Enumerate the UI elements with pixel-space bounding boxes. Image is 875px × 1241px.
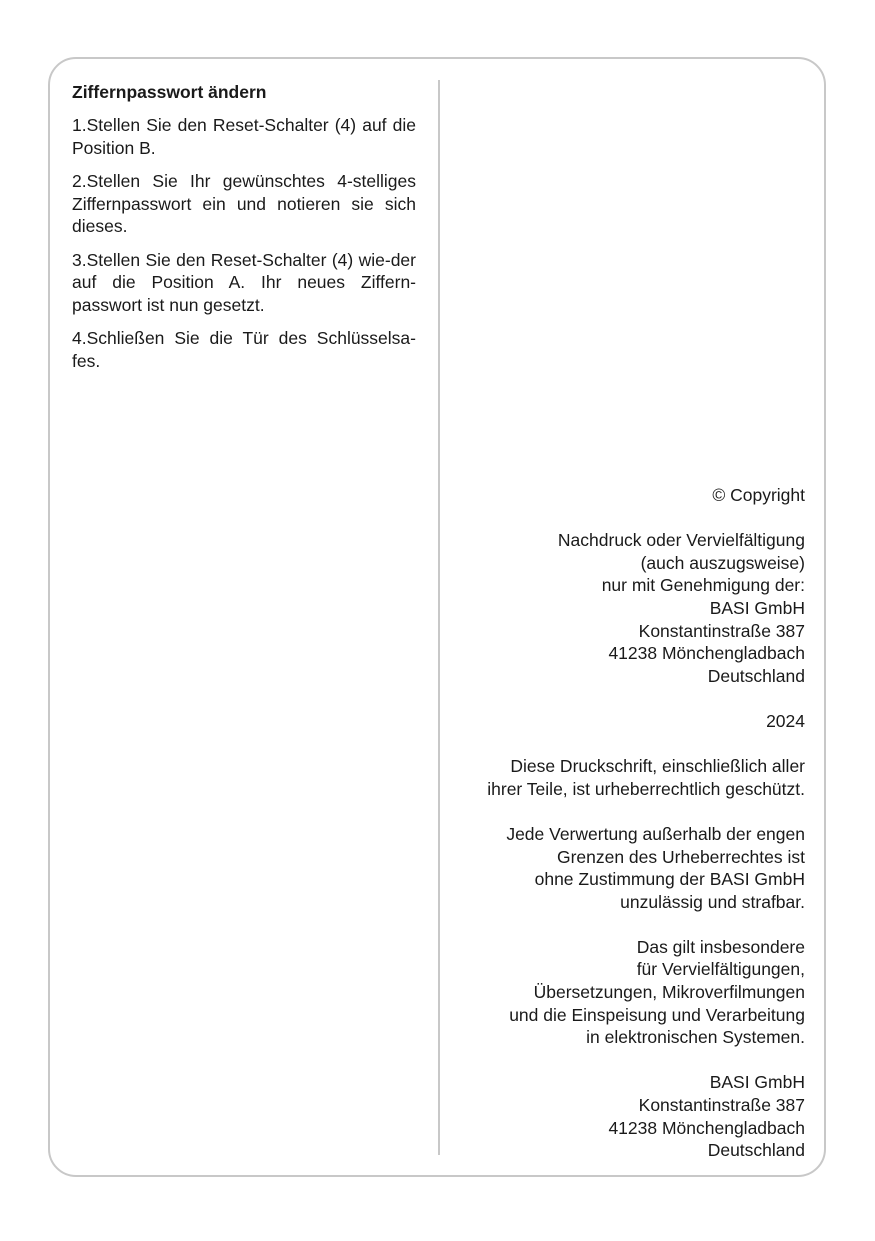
address-street: Konstantinstraße 387 (638, 1095, 805, 1116)
reprint-city: 41238 Mönchengladbach (608, 643, 805, 664)
applies-line: Übersetzungen, Mikroverfilmungen (533, 982, 805, 1003)
applies-line: und die Einspeisung und Verarbeitung (509, 1004, 805, 1025)
address-block (425, 1071, 805, 1161)
protection-line: Diese Druckschrift, einschließlich aller (510, 756, 805, 777)
protection-notice (425, 755, 805, 800)
step-1: 1.Stellen Sie den Reset-Schalter (4) auf die Position B. (72, 115, 416, 158)
reprint-notice (425, 529, 805, 687)
copyright-column (425, 484, 805, 1162)
address-city: 41238 Mönchengladbach (608, 1117, 805, 1138)
reprint-street: Konstantinstraße 387 (638, 620, 805, 641)
usage-line: unzulässig und strafbar. (620, 891, 805, 912)
section-title: Ziffernpasswort ändern (72, 82, 267, 102)
applies-notice (425, 936, 805, 1049)
copyright-heading-block (425, 484, 805, 507)
usage-line: Grenzen des Urheberrechtes ist (556, 846, 805, 867)
protection-line: ihrer Teile, ist urheberrechtlich geschützt. (487, 778, 805, 799)
applies-line: für Vervielfältigungen, (636, 959, 805, 980)
step-3: 3.Stellen Sie den Reset-Schalter (4) wie-der auf die Position A. Ihr neues Ziffern-passwort ist nun gesetzt. (72, 249, 416, 315)
reprint-company: BASI GmbH (709, 597, 805, 618)
address-country: Deutschland (707, 1140, 805, 1161)
usage-notice (425, 823, 805, 913)
usage-line: ohne Zustimmung der BASI GmbH (534, 869, 805, 890)
applies-line: Das gilt insbesondere (636, 936, 805, 957)
reprint-line: (auch auszugsweise) (640, 552, 805, 573)
usage-line: Jede Verwertung außerhalb der engen (506, 823, 805, 844)
applies-line: in elektronischen Systemen. (586, 1027, 805, 1048)
step-2: 2.Stellen Sie Ihr gewünschtes 4-stelliges Ziffernpasswort ein und notieren sie sich dieses. (72, 171, 416, 236)
instructions-column (72, 81, 416, 383)
reprint-line: nur mit Genehmigung der: (601, 575, 805, 596)
year-block (425, 710, 805, 733)
reprint-country: Deutschland (707, 665, 805, 686)
reprint-line: Nachdruck oder Vervielfältigung (557, 530, 805, 551)
copyright-year: 2024 (766, 710, 805, 731)
step-4: 4.Schließen Sie die Tür des Schlüsselsa-fes. (72, 328, 416, 371)
copyright-heading: © Copyright (712, 485, 805, 505)
address-company: BASI GmbH (709, 1072, 805, 1093)
